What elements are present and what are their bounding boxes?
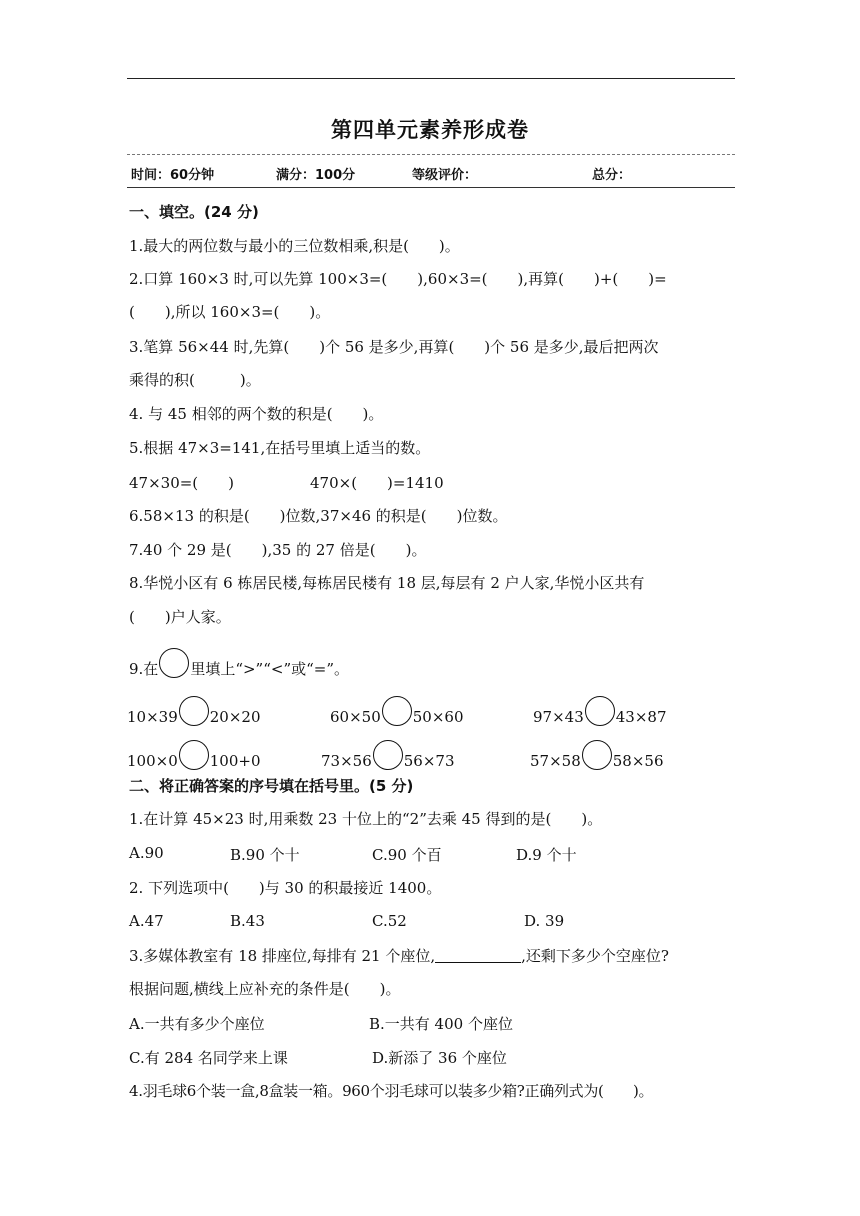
option: D.9 个十 [516,846,577,864]
full-score-label: 满分：100分 [276,168,356,183]
answer-circle[interactable] [382,696,412,726]
compare-item: 60×50 50×60 [330,696,464,726]
option: A.90 [129,844,164,862]
q9-suffix: 里填上“>”“<”或“=”。 [190,660,350,678]
s1-question-3-line1: 3.笔算 56×44 时,先算( )个 56 是多少,再算( )个 56 是多少,最后把两次 [129,338,659,356]
option: C.有 284 名同学来上课 [129,1049,288,1067]
s1-question-4: 4. 与 45 相邻的两个数的积是( )。 [129,405,384,423]
option: D. 39 [524,912,565,930]
s1-question-5: 5.根据 47×3=141,在括号里填上适当的数。 [129,439,431,457]
answer-circle[interactable] [179,740,209,770]
s1-question-8-line1: 8.华悦小区有 6 栋居民楼,每栋居民楼有 18 层,每层有 2 户人家,华悦小区共有 [129,574,645,592]
compare-item: 73×56 56×73 [321,740,455,770]
s1-question-7: 7.40 个 29 是( ),35 的 27 倍是( )。 [129,541,427,559]
compare-item: 100×0 100+0 [127,740,261,770]
section1-heading: 一、填空。(24 分) [129,203,259,221]
s1-question-1: 1.最大的两位数与最小的三位数相乘,积是( )。 [129,237,460,255]
s1-question-8-line2: ( )户人家。 [129,608,231,626]
comparison-circle-icon [159,648,189,678]
option: D.新添了 36 个座位 [372,1049,507,1067]
answer-circle[interactable] [585,696,615,726]
s2-question-2: 2. 下列选项中( )与 30 的积最接近 1400。 [129,879,442,897]
s1-question-9 [129,648,349,679]
total-score-label: 总分： [592,168,632,183]
answer-circle[interactable] [582,740,612,770]
compare-item: 97×43 43×87 [533,696,667,726]
answer-circle[interactable] [373,740,403,770]
top-rule [127,78,735,79]
s1-q5-item-b: 470×( )=1410 [310,474,444,492]
option: C.90 个百 [372,846,442,864]
option: B.一共有 400 个座位 [369,1015,513,1033]
section2-heading: 二、将正确答案的序号填在括号里。(5 分) [129,777,414,795]
s2-question-4: 4.羽毛球6个装一盒,8盒装一箱。960个羽毛球可以装多少箱?正确列式为( )。 [129,1082,654,1100]
compare-item: 10×39 20×20 [127,696,261,726]
q9-prefix: 9.在 [129,660,159,678]
s1-question-3-line2: 乘得的积( )。 [129,371,261,389]
s2-question-1: 1.在计算 45×23 时,用乘数 23 十位上的“2”去乘 45 得到的是( )。 [129,810,603,828]
option: C.52 [372,912,407,930]
option: A.47 [129,912,164,930]
s1-question-2-line1: 2.口算 160×3 时,可以先算 100×3=( ),60×3=( ),再算( )+( )= [129,270,667,288]
option: B.43 [230,912,265,930]
page-title: 第四单元素养形成卷 [331,118,529,142]
option: A.一共有多少个座位 [129,1015,265,1033]
s2-question-3-line1: 3.多媒体教室有 18 排座位,每排有 21 个座位, ,还剩下多少个空座位? [129,947,669,965]
s1-question-6: 6.58×13 的积是( )位数,37×46 的积是( )位数。 [129,507,508,525]
time-label: 时间：60分钟 [131,168,215,183]
s1-question-2-line2: ( ),所以 160×3=( )。 [129,303,331,321]
grade-label: 等级评价： [412,168,478,183]
answer-circle[interactable] [179,696,209,726]
dashed-divider [127,154,735,155]
compare-item: 57×58 58×56 [530,740,664,770]
option: B.90 个十 [230,846,300,864]
fill-blank-line[interactable] [435,948,521,963]
s1-q5-item-a: 47×30=( ) [129,474,235,492]
s2-question-3-line2: 根据问题,横线上应补充的条件是( )。 [129,980,401,998]
header-divider [127,187,735,188]
